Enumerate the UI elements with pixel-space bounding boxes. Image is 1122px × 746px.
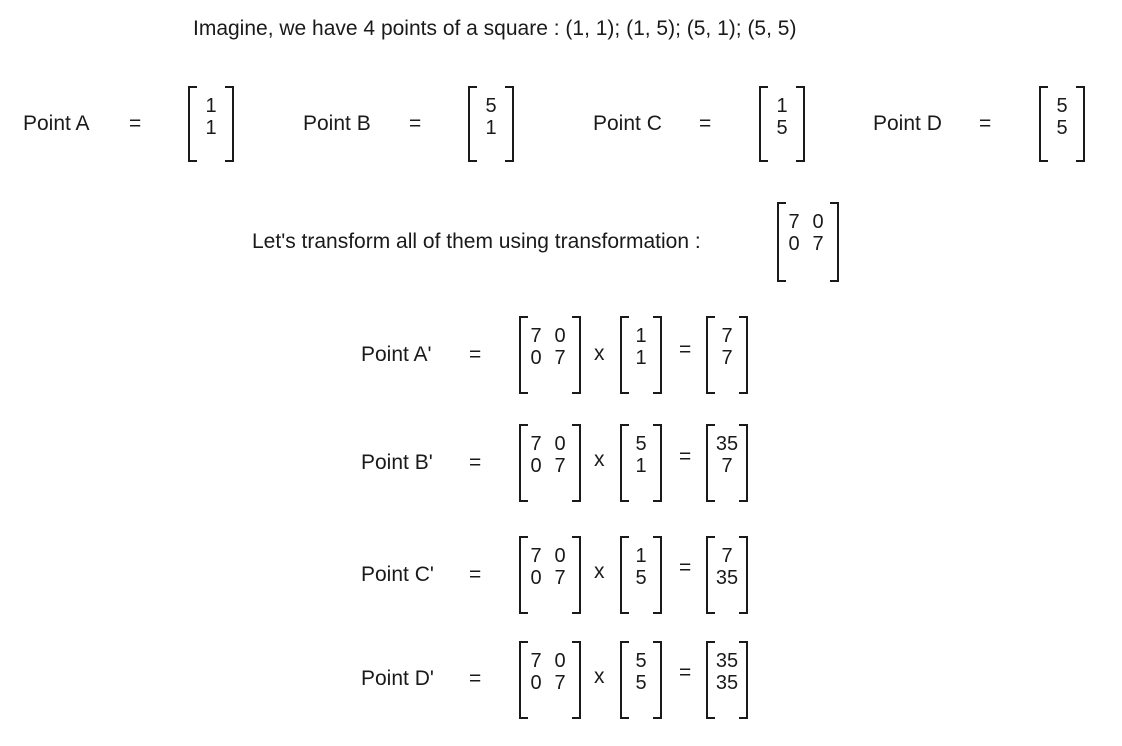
point-c-label: Point C: [593, 112, 662, 135]
point-a-label: Point A: [23, 112, 90, 135]
vector-cell: 1: [635, 347, 647, 369]
vector-cell: 1: [205, 117, 217, 139]
matrix-cell: 0: [530, 672, 542, 694]
equals-sign: =: [679, 556, 692, 579]
multiply-sign: x: [594, 560, 605, 583]
result-vector: [706, 641, 748, 719]
point-d-prime-label: Point D': [361, 667, 434, 690]
multiply-sign: x: [594, 342, 605, 365]
vector-cell: 5: [1056, 117, 1068, 139]
intro-text: Imagine, we have 4 points of a square : (1, 1); (1, 5); (5, 1); (5, 5): [193, 17, 797, 40]
equals-sign: =: [979, 112, 992, 135]
result-cell: 7: [721, 545, 733, 567]
matrix-cell: 0: [530, 455, 542, 477]
equals-sign: =: [469, 451, 482, 474]
transform-matrix: [519, 316, 581, 394]
result-cell: 35: [715, 433, 739, 455]
matrix-cell: 7: [554, 567, 566, 589]
matrix-cell: 0: [788, 233, 800, 255]
equals-sign: =: [699, 112, 712, 135]
vector-cell: 1: [776, 95, 788, 117]
point-b-vector: [468, 86, 514, 162]
result-vector: [706, 316, 748, 394]
matrix-cell: 7: [812, 233, 824, 255]
vector-cell: 1: [485, 117, 497, 139]
matrix-cell: 7: [554, 347, 566, 369]
vector-cell: 5: [776, 117, 788, 139]
result-cell: 35: [715, 650, 739, 672]
matrix-cell: 7: [530, 650, 542, 672]
equals-sign: =: [409, 112, 422, 135]
vector-cell: 5: [635, 433, 647, 455]
vector: [620, 641, 662, 719]
equals-sign: =: [679, 338, 692, 361]
multiply-sign: x: [594, 448, 605, 471]
transform-matrix: [519, 424, 581, 502]
matrix-cell: 0: [554, 433, 566, 455]
result-cell: 35: [715, 672, 739, 694]
result-cell: 7: [721, 455, 733, 477]
matrix-cell: 0: [812, 211, 824, 233]
vector-cell: 1: [205, 95, 217, 117]
vector-cell: 5: [1056, 95, 1068, 117]
matrix-cell: 0: [530, 567, 542, 589]
point-d-label: Point D: [873, 112, 942, 135]
result-cell: 35: [715, 567, 739, 589]
vector-cell: 5: [635, 567, 647, 589]
multiply-sign: x: [594, 665, 605, 688]
point-c-prime-label: Point C': [361, 563, 434, 586]
equals-sign: =: [469, 667, 482, 690]
equals-sign: =: [469, 343, 482, 366]
point-a-prime-label: Point A': [361, 343, 432, 366]
point-b-prime-label: Point B': [361, 451, 433, 474]
transform-text: Let's transform all of them using transformation :: [252, 230, 701, 253]
equals-sign: =: [679, 661, 692, 684]
matrix-cell: 7: [530, 433, 542, 455]
matrix-cell: 7: [554, 672, 566, 694]
point-b-label: Point B: [303, 112, 371, 135]
vector-cell: 1: [635, 545, 647, 567]
result-vector: [706, 424, 748, 502]
transform-matrix: [519, 641, 581, 719]
vector-cell: 5: [485, 95, 497, 117]
point-c-vector: [759, 86, 805, 162]
transform-matrix: [519, 536, 581, 614]
matrix-cell: 7: [554, 455, 566, 477]
point-d-vector: [1039, 86, 1085, 162]
vector: [620, 316, 662, 394]
vector-cell: 1: [635, 455, 647, 477]
matrix-cell: 0: [554, 650, 566, 672]
transform-matrix: [777, 202, 839, 282]
point-a-vector: [188, 86, 234, 162]
result-vector: [706, 536, 748, 614]
vector-cell: 5: [635, 672, 647, 694]
matrix-cell: 7: [788, 211, 800, 233]
matrix-cell: 7: [530, 325, 542, 347]
equals-sign: =: [469, 563, 482, 586]
matrix-cell: 7: [530, 545, 542, 567]
vector-cell: 5: [635, 650, 647, 672]
vector: [620, 424, 662, 502]
matrix-cell: 0: [554, 545, 566, 567]
vector-cell: 1: [635, 325, 647, 347]
result-cell: 7: [721, 325, 733, 347]
vector: [620, 536, 662, 614]
matrix-cell: 0: [554, 325, 566, 347]
result-cell: 7: [721, 347, 733, 369]
equals-sign: =: [129, 112, 142, 135]
equals-sign: =: [679, 445, 692, 468]
matrix-cell: 0: [530, 347, 542, 369]
